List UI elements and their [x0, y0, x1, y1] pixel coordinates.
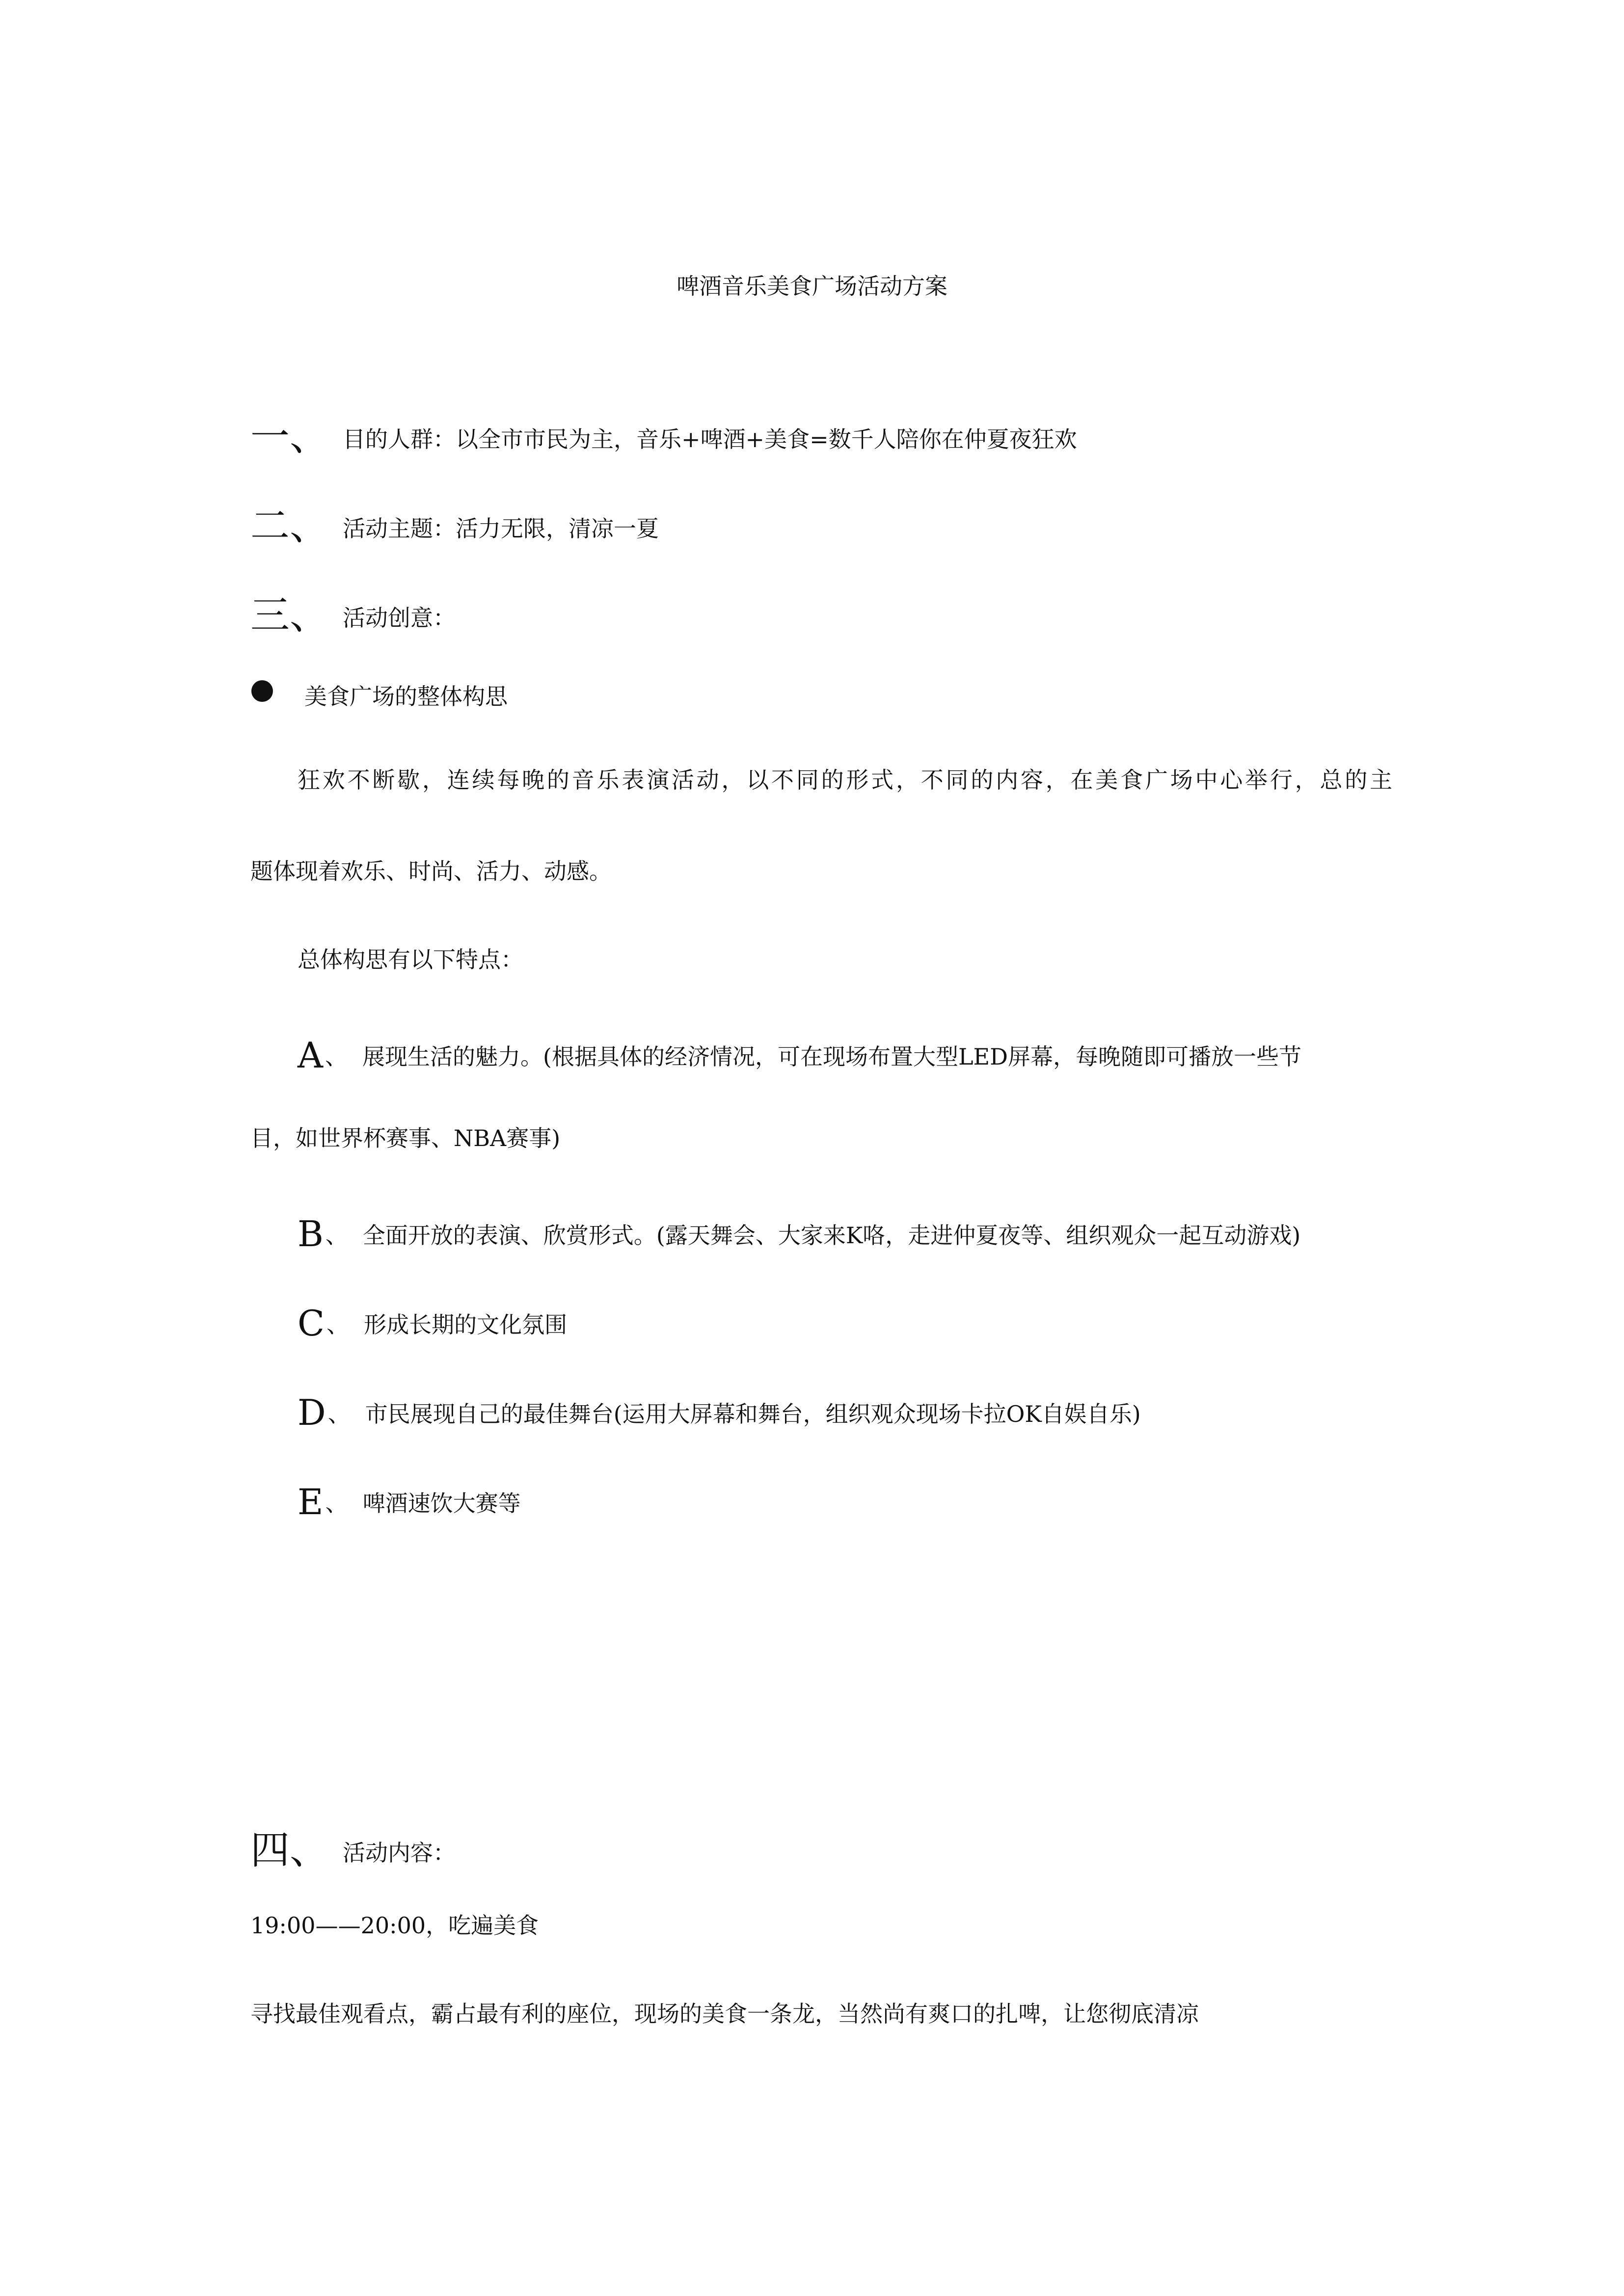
section-4 [250, 1827, 456, 1873]
section-2-text: 活动主题：活力无限，清凉一夏 [343, 515, 659, 542]
feature-b [298, 1213, 1301, 1255]
schedule-description: 寻找最佳观看点，霸占最有利的座位，现场的美食一条龙，当然尚有爽口的扎啤，让您彻底清凉 [250, 2001, 1199, 2027]
features-intro: 总体构思有以下特点： [298, 946, 523, 973]
feature-a [298, 1035, 1301, 1076]
feature-d [298, 1392, 1141, 1433]
feature-c-letter: C [298, 1303, 325, 1344]
section-2-number: 二、 [250, 503, 329, 549]
feature-d-letter: D [298, 1392, 326, 1433]
section-1-text: 目的人群：以全市市民为主，音乐+啤酒+美食=数千人陪你在仲夏夜狂欢 [343, 426, 1077, 453]
feature-a-line-1: 展现生活的魅力。(根据具体的经济情况，可在现场布置大型LED屏幕，每晚随即可播放一些节 [362, 1043, 1301, 1070]
section-3-number: 三、 [250, 592, 329, 638]
feature-b-letter: B [298, 1213, 324, 1255]
feature-a-letter: A [298, 1035, 323, 1076]
feature-a-separator: 、 [325, 1043, 348, 1070]
paragraph-1-line-2: 题体现着欢乐、时尚、活力、动感。 [250, 858, 612, 884]
section-1 [250, 414, 1077, 459]
feature-e-line-1: 啤酒速饮大赛等 [362, 1490, 521, 1517]
feature-c-separator: 、 [326, 1311, 350, 1338]
paragraph-1-line-1: 狂欢不断歇，连续每晚的音乐表演活动，以不同的形式，不同的内容，在美食广场中心举行，总的主 [298, 767, 1392, 793]
bullet-dot-icon [251, 680, 273, 702]
feature-e-letter: E [298, 1481, 324, 1522]
feature-a-line-2: 目，如世界杯赛事、NBA赛事) [250, 1125, 561, 1151]
feature-e [298, 1481, 521, 1522]
feature-c [298, 1303, 568, 1344]
section-2 [250, 503, 659, 549]
section-1-number: 一、 [250, 414, 329, 459]
section-3-text: 活动创意： [343, 605, 456, 631]
feature-b-line-1: 全面开放的表演、欣赏形式。(露天舞会、大家来K咯，走进仲夏夜等、组织观众一起互动游戏) [362, 1222, 1301, 1249]
feature-b-separator: 、 [325, 1222, 348, 1249]
section-4-number: 四、 [250, 1827, 329, 1873]
section-4-text: 活动内容： [343, 1840, 456, 1866]
schedule-time-line: 19:00——20:00，吃遍美食 [250, 1912, 539, 1939]
feature-d-separator: 、 [327, 1401, 351, 1427]
section-3 [250, 592, 456, 638]
feature-e-separator: 、 [325, 1490, 348, 1517]
feature-d-line-1: 市民展现自己的最佳舞台(运用大屏幕和舞台，组织观众现场卡拉OK自娱自乐) [365, 1401, 1141, 1427]
page-title: 啤酒音乐美食广场活动方案 [677, 273, 947, 299]
feature-c-line-1: 形成长期的文化氛围 [364, 1311, 568, 1338]
bullet-text: 美食广场的整体构思 [304, 683, 508, 710]
